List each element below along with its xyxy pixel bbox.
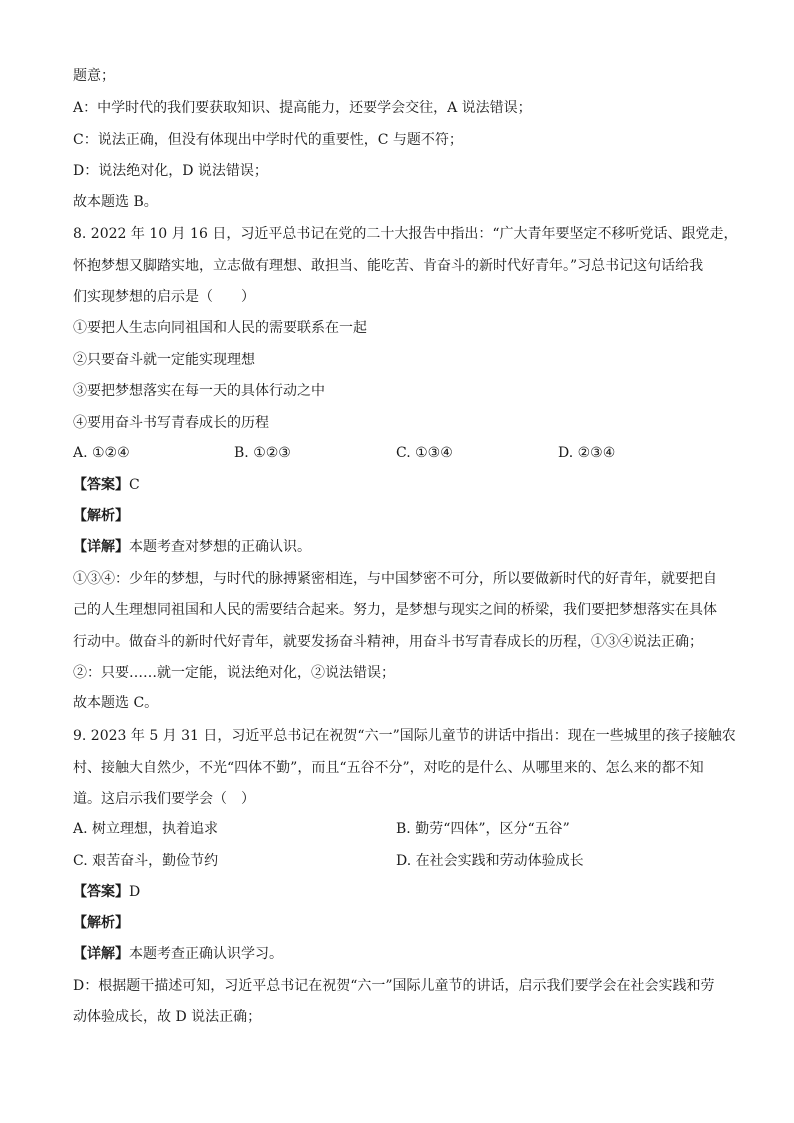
q8-option-b: B. ①②③: [234, 445, 291, 461]
q8-explain-4: ②：只要……就一定能，说法绝对化，②说法错误；: [73, 665, 395, 681]
q9-option-d: D. 在社会实践和劳动体验成长: [396, 853, 584, 869]
q9-explain-1: D：根据题干描述可知，习近平总书记在祝贺“六一”国际儿童节的讲话，启示我们要学会在社会实践和劳: [73, 978, 715, 994]
q8-explain-3: 行动中。做奋斗的新时代好青年，就要发扬奋斗精神，用奋斗书写青春成长的历程，①③④说法正确；: [73, 634, 703, 650]
q8-final-answer: 故本题选 C。: [73, 695, 159, 711]
prev-line-3: C：说法正确，但没有体现出中学时代的重要性，C 与题不符；: [73, 132, 463, 148]
prev-line-2: A：中学时代的我们要获取知识、提高能力，还要学会交往，A 说法错误；: [73, 100, 532, 116]
q8-item-4: ④要用奋斗书写青春成长的历程: [73, 415, 269, 431]
q8-option-c: C. ①③④: [396, 445, 453, 461]
q8-stem-2: 怀抱梦想又脚踏实地，立志做有理想、敢担当、能吃苦、肯奋斗的新时代好青年。”习总书记这句话给我: [73, 258, 704, 274]
answer-tag: 【答案】: [73, 477, 129, 493]
q8-item-1: ①要把人生志向同祖国和人民的需要联系在一起: [73, 320, 367, 336]
answer-value: D: [129, 884, 141, 900]
detail-text: 本题考查正确认识学习。: [129, 946, 283, 962]
q9-stem-2: 村、接触大自然少，不光“四体不勤”，而且“五谷不分”，对吃的是什么、从哪里来的、怎么来的都不知: [73, 760, 704, 776]
q9-option-c: C. 艰苦奋斗，勤俭节约: [73, 853, 219, 869]
q8-option-d: D. ②③④: [558, 445, 616, 461]
q9-answer: [73, 882, 140, 902]
detail-text: 本题考查对梦想的正确认识。: [129, 539, 311, 555]
q9-stem-1: 9. 2023 年 5 月 31 日，习近平总书记在祝贺“六一”国际儿童节的讲话中指出：现在一些城里的孩子接触农: [73, 728, 736, 744]
q8-explain-1: ①③④：少年的梦想，与时代的脉搏紧密相连，与中国梦密不可分，所以要做新时代的好青年，就要把自: [73, 571, 717, 587]
q9-option-a: A. 树立理想，执着追求: [73, 821, 219, 837]
q8-item-2: ②只要奋斗就一定能实现理想: [73, 352, 255, 368]
q8-option-a: A. ①②④: [73, 445, 130, 461]
q8-item-3: ③要把梦想落实在每一天的具体行动之中: [73, 383, 325, 399]
q9-option-b: B. 勤劳“四体”，区分“五谷”: [396, 821, 570, 837]
q9-stem-3: 道。这启示我们要学会（ ）: [73, 791, 255, 807]
q8-answer: [73, 475, 140, 495]
answer-value: C: [129, 477, 140, 493]
detail-tag: 【详解】: [73, 946, 129, 962]
q9-detail: [73, 944, 283, 964]
q8-stem-3: 们实现梦想的启示是（ ）: [73, 289, 255, 305]
detail-tag: 【详解】: [73, 539, 129, 555]
q8-explain-2: 己的人生理想同祖国和人民的需要结合起来。努力，是梦想与现实之间的桥梁，我们要把梦想落实在具体: [73, 602, 717, 618]
q8-stem-1: 8. 2022 年 10 月 16 日，习近平总书记在党的二十大报告中指出：“广大青年要坚定不移听党话、跟党走，: [73, 226, 738, 242]
prev-line-4: D：说法绝对化，D 说法错误；: [73, 163, 268, 179]
q9-analysis-tag: 【解析】: [73, 915, 129, 931]
answer-tag: 【答案】: [73, 884, 129, 900]
q8-detail: [73, 537, 311, 557]
q9-explain-2: 动体验成长，故 D 说法正确；: [73, 1009, 262, 1025]
prev-answer-line: 故本题选 B。: [73, 194, 158, 210]
q8-analysis-tag: 【解析】: [73, 508, 129, 524]
prev-line-1: 题意；: [73, 68, 115, 84]
